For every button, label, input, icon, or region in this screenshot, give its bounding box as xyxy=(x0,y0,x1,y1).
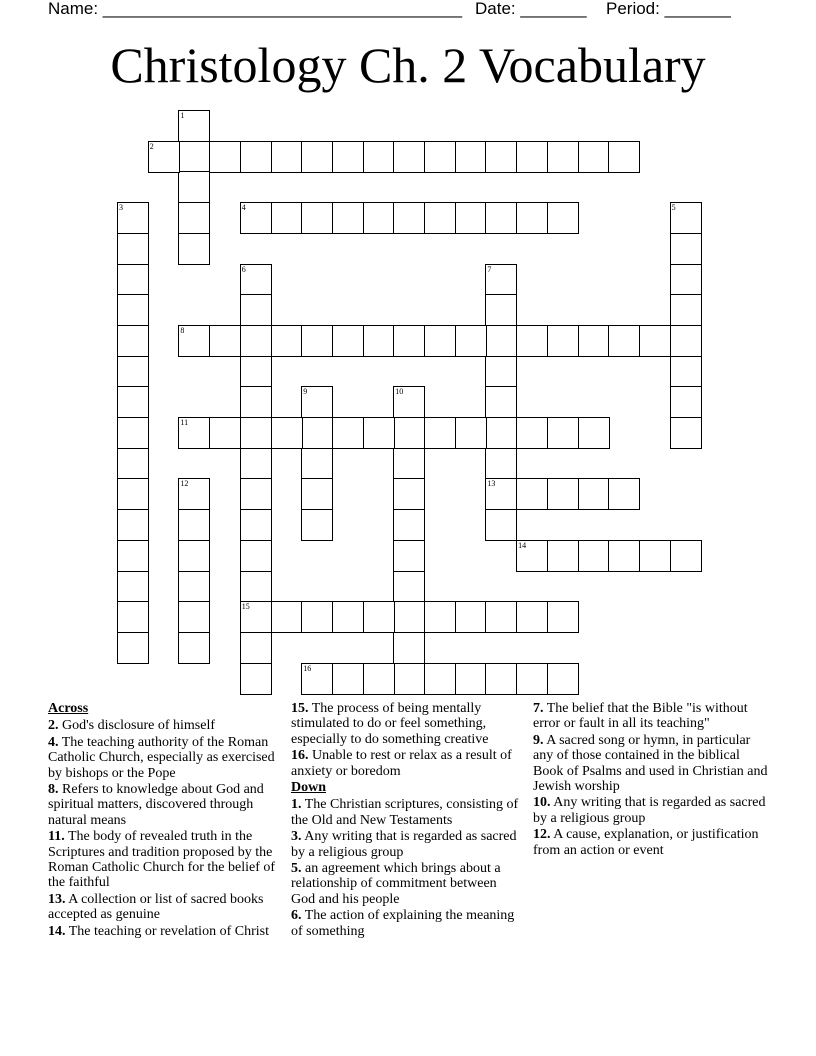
clue-number-label: 3 xyxy=(119,203,123,213)
crossword-cell[interactable] xyxy=(670,356,702,388)
crossword-cell[interactable] xyxy=(178,325,210,357)
crossword-cell[interactable] xyxy=(271,417,303,449)
crossword-cell[interactable] xyxy=(301,325,333,357)
crossword-cell[interactable] xyxy=(639,540,671,572)
crossword-cell[interactable] xyxy=(240,509,272,541)
crossword-cell[interactable] xyxy=(240,540,272,572)
crossword-cell[interactable] xyxy=(117,386,149,418)
clue-number-label: 4 xyxy=(241,203,246,213)
crossword-cell[interactable] xyxy=(332,325,364,357)
crossword-cell[interactable] xyxy=(178,571,210,603)
crossword-cell[interactable] xyxy=(485,601,517,633)
crossword-cell[interactable] xyxy=(209,325,241,357)
crossword-cell[interactable] xyxy=(424,417,456,449)
crossword-cell[interactable] xyxy=(117,601,149,633)
crossword-cell[interactable] xyxy=(424,601,456,633)
crossword-cell[interactable] xyxy=(516,141,548,173)
clue-number-label: 2 xyxy=(149,141,154,151)
crossword-cell[interactable] xyxy=(455,417,487,449)
crossword-cell[interactable] xyxy=(363,417,395,449)
crossword-cell[interactable] xyxy=(455,663,487,695)
crossword-cell[interactable] xyxy=(271,601,303,633)
crossword-cell[interactable] xyxy=(178,141,210,173)
clue-across-13: 13. A collection or list of sacred books accepted as genuine xyxy=(48,891,264,923)
crossword-cell[interactable] xyxy=(240,325,272,357)
crossword-cell[interactable] xyxy=(117,417,149,449)
crossword-cell[interactable] xyxy=(301,478,333,510)
crossword-cell[interactable] xyxy=(301,601,333,633)
crossword-cell[interactable] xyxy=(424,325,456,357)
crossword-cell[interactable] xyxy=(455,325,487,357)
across-heading: Across xyxy=(48,701,89,716)
clues-column-1 xyxy=(48,701,280,940)
crossword-cell[interactable] xyxy=(547,601,579,633)
crossword-cell[interactable] xyxy=(547,663,579,695)
clue-number-label: 1 xyxy=(180,111,185,120)
crossword-cell[interactable] xyxy=(670,294,702,326)
crossword-cell[interactable] xyxy=(578,540,610,572)
crossword-cell[interactable] xyxy=(547,417,579,449)
clue-number-label: 5 xyxy=(671,203,676,213)
crossword-cell[interactable] xyxy=(485,509,517,541)
crossword-cell[interactable] xyxy=(393,509,425,541)
clue-number-label: 12 xyxy=(180,479,189,489)
clue-across-4: 4. The teaching authority of the Roman Catholic Church, especially as exercised by bishops or the Pope xyxy=(48,734,275,781)
crossword-cell[interactable] xyxy=(455,601,487,633)
crossword-cell[interactable] xyxy=(332,141,364,173)
crossword-cell[interactable] xyxy=(117,571,149,603)
crossword-cell[interactable] xyxy=(332,417,364,449)
clue-down-1: 1. The Christian scriptures, consisting of the Old and New Testaments xyxy=(291,797,519,828)
crossword-cell[interactable] xyxy=(148,141,180,173)
crossword-cell[interactable] xyxy=(670,325,702,357)
crossword-cell[interactable] xyxy=(547,141,579,173)
crossword-cell[interactable] xyxy=(485,294,517,326)
crossword-cell[interactable] xyxy=(516,325,548,357)
crossword-cell[interactable] xyxy=(117,264,149,296)
crossword-cell[interactable] xyxy=(393,417,425,449)
date-field-label: Date: _______ xyxy=(475,0,587,18)
crossword-cell[interactable] xyxy=(485,417,517,449)
crossword-cell[interactable] xyxy=(178,478,210,510)
name-field-label: Name: ______________________________________ xyxy=(48,0,463,18)
clue-number-label: 6 xyxy=(241,264,246,274)
crossword-cell[interactable] xyxy=(424,663,456,695)
clue-across-8: 8. Refers to knowledge about God and spiritual matters, discovered through natural means xyxy=(48,782,264,828)
crossword-cell[interactable] xyxy=(363,663,395,695)
crossword-cell[interactable] xyxy=(209,417,241,449)
crossword-cell[interactable] xyxy=(240,663,272,695)
crossword-cell[interactable] xyxy=(455,202,487,234)
clue-number-label: 8 xyxy=(180,325,185,335)
crossword-cell[interactable] xyxy=(240,632,272,664)
crossword-cell[interactable] xyxy=(301,509,333,541)
crossword-cell[interactable] xyxy=(670,417,702,449)
crossword-cell[interactable] xyxy=(516,417,548,449)
crossword-cell[interactable] xyxy=(393,325,425,357)
crossword-cell[interactable] xyxy=(178,540,210,572)
crossword-cell[interactable] xyxy=(393,663,425,695)
crossword-cell[interactable] xyxy=(117,202,149,234)
crossword-cell[interactable] xyxy=(670,264,702,296)
crossword-cell[interactable] xyxy=(240,448,272,480)
crossword-cell[interactable] xyxy=(332,202,364,234)
crossword-cell[interactable] xyxy=(578,417,610,449)
crossword-cell[interactable] xyxy=(485,356,517,388)
crossword-cell[interactable] xyxy=(547,325,579,357)
period-field-label: Period: _______ xyxy=(606,0,731,18)
clue-across-2: 2. God's disclosure of himself xyxy=(48,718,216,734)
clue-number-label: 9 xyxy=(303,387,308,397)
clue-down-3: 3. Any writing that is regarded as sacred by a religious group xyxy=(291,829,517,860)
crossword-cell[interactable] xyxy=(516,601,548,633)
clue-number-label: 15 xyxy=(241,602,250,612)
clue-across-15: 15. The process of being mentally stimulated to do or feel something, especially to do something creative xyxy=(291,701,489,747)
clue-down-7: 7. The belief that the Bible "is without error or fault in all its teaching" xyxy=(533,701,748,732)
crossword-cell[interactable] xyxy=(485,448,517,480)
crossword-cell[interactable] xyxy=(117,448,149,480)
clue-number-label: 16 xyxy=(303,663,312,673)
crossword-cell[interactable] xyxy=(393,386,425,418)
crossword-cell[interactable] xyxy=(117,540,149,572)
crossword-cell[interactable] xyxy=(240,294,272,326)
clue-number-label: 7 xyxy=(487,264,492,274)
crossword-cell[interactable] xyxy=(485,478,517,510)
crossword-cell[interactable] xyxy=(117,356,149,388)
crossword-cell[interactable] xyxy=(301,202,333,234)
crossword-cell[interactable] xyxy=(393,540,425,572)
crossword-cell[interactable] xyxy=(608,478,640,510)
crossword-cell[interactable] xyxy=(485,663,517,695)
crossword-cell[interactable] xyxy=(117,478,149,510)
crossword-cell[interactable] xyxy=(393,571,425,603)
crossword-cell[interactable] xyxy=(578,478,610,510)
crossword-cell[interactable] xyxy=(485,264,517,296)
crossword-cell[interactable] xyxy=(240,478,272,510)
crossword-cell[interactable] xyxy=(424,202,456,234)
crossword-cell[interactable] xyxy=(363,325,395,357)
crossword-cell[interactable] xyxy=(670,202,702,234)
clues-column-3 xyxy=(533,701,773,859)
crossword-cell[interactable] xyxy=(301,417,333,449)
crossword-cell[interactable] xyxy=(301,448,333,480)
crossword-cell[interactable] xyxy=(178,509,210,541)
crossword-cell[interactable] xyxy=(547,478,579,510)
clue-across-14: 14. The teaching or revelation of Christ xyxy=(48,923,269,939)
crossword-cell[interactable] xyxy=(455,141,487,173)
clue-number-label: 11 xyxy=(180,418,189,427)
crossword-cell[interactable] xyxy=(117,325,149,357)
crossword-cell[interactable] xyxy=(393,632,425,664)
crossword-cell[interactable] xyxy=(240,571,272,603)
clue-down-12: 12. A cause, explanation, or justification from an action or event xyxy=(533,827,759,858)
crossword-cell[interactable] xyxy=(393,478,425,510)
crossword-cell[interactable] xyxy=(240,386,272,418)
clue-across-16: 16. Unable to rest or relax as a result of anxiety or boredom xyxy=(291,748,512,779)
crossword-cell[interactable] xyxy=(332,601,364,633)
crossword-cell[interactable] xyxy=(485,325,517,357)
crossword-cell[interactable] xyxy=(393,601,425,633)
crossword-cell[interactable] xyxy=(578,141,610,173)
crossword-cell[interactable] xyxy=(670,540,702,572)
clue-down-10: 10. Any writing that is regarded as sacred by a religious group xyxy=(533,795,766,826)
clue-down-6: 6. The action of explaining the meaning of something xyxy=(291,908,515,939)
crossword-cell[interactable] xyxy=(608,141,640,173)
crossword-cell[interactable] xyxy=(178,171,210,203)
down-heading: Down xyxy=(291,780,327,796)
crossword-cell[interactable] xyxy=(301,663,333,695)
crossword-cell[interactable] xyxy=(516,202,548,234)
crossword-cell[interactable] xyxy=(178,233,210,265)
crossword-cell[interactable] xyxy=(516,540,548,572)
crossword-cell[interactable] xyxy=(516,663,548,695)
crossword-cell[interactable] xyxy=(485,202,517,234)
crossword-cell[interactable] xyxy=(547,540,579,572)
crossword-cell[interactable] xyxy=(578,325,610,357)
crossword-cell[interactable] xyxy=(240,417,272,449)
crossword-cell[interactable] xyxy=(393,141,425,173)
crossword-cell[interactable] xyxy=(393,202,425,234)
clue-number-label: 14 xyxy=(518,540,527,550)
crossword-cell[interactable] xyxy=(178,601,210,633)
crossword-cell[interactable] xyxy=(393,448,425,480)
crossword-cell[interactable] xyxy=(117,294,149,326)
crossword-cell[interactable] xyxy=(363,202,395,234)
crossword-cell[interactable] xyxy=(608,325,640,357)
crossword-cell[interactable] xyxy=(209,141,241,173)
crossword-cell[interactable] xyxy=(424,141,456,173)
crossword-cell[interactable] xyxy=(117,632,149,664)
crossword-cell[interactable] xyxy=(301,141,333,173)
crossword-cell[interactable] xyxy=(608,540,640,572)
crossword-cell[interactable] xyxy=(178,417,210,449)
crossword-cell[interactable] xyxy=(670,386,702,418)
clue-down-9: 9. A sacred song or hymn, in particular any of those contained in the biblical Book of Psalms and used in Christian and Jewish worship xyxy=(533,732,768,795)
crossword-cell[interactable] xyxy=(639,325,671,357)
crossword-cell[interactable] xyxy=(332,663,364,695)
crossword-cell[interactable] xyxy=(178,202,210,234)
crossword-cell[interactable] xyxy=(240,601,272,633)
crossword-cell[interactable] xyxy=(178,110,210,142)
crossword-cell[interactable] xyxy=(240,264,272,296)
crossword-cell[interactable] xyxy=(485,141,517,173)
crossword-cell[interactable] xyxy=(271,141,303,173)
crossword-cell[interactable] xyxy=(301,386,333,418)
page-title: Christology Ch. 2 Vocabulary xyxy=(110,37,706,93)
clue-down-5: 5. an agreement which brings about a relationship of commitment between God and his people xyxy=(291,861,501,907)
crossword-cell[interactable] xyxy=(117,509,149,541)
crossword-cell[interactable] xyxy=(547,202,579,234)
crossword-cell[interactable] xyxy=(363,601,395,633)
clue-number-label: 13 xyxy=(487,479,496,489)
crossword-cell[interactable] xyxy=(117,233,149,265)
crossword-cell[interactable] xyxy=(516,478,548,510)
clue-across-11: 11. The body of revealed truth in the Scriptures and tradition proposed by the Roman Catholic Church for the belief of the faithful xyxy=(48,829,276,891)
crossword-cell[interactable] xyxy=(485,386,517,418)
crossword-cell[interactable] xyxy=(271,325,303,357)
crossword-cell[interactable] xyxy=(240,356,272,388)
crossword-cell[interactable] xyxy=(178,632,210,664)
crossword-cell[interactable] xyxy=(363,141,395,173)
clue-number-label: 10 xyxy=(395,387,404,397)
crossword-cell[interactable] xyxy=(240,141,272,173)
crossword-cell[interactable] xyxy=(271,202,303,234)
crossword-cell[interactable] xyxy=(670,233,702,265)
clues-column-2 xyxy=(291,701,519,940)
crossword-cell[interactable] xyxy=(240,202,272,234)
